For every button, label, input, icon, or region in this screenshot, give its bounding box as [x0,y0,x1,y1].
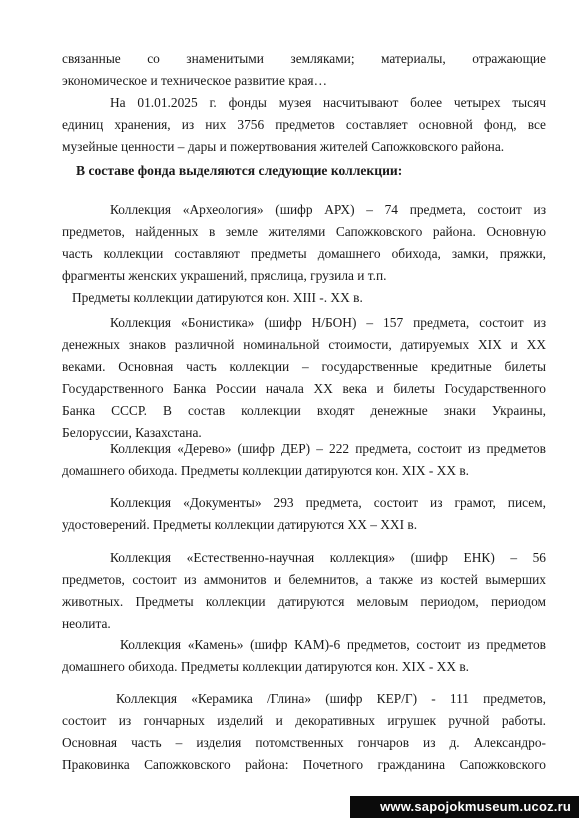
text-line: Коллекция «Документы» 293 предмета, состоит из грамот, писем, [110,495,546,510]
text-line: часть коллекции составляют предметы домашнего обихода, замки, пряжки, [62,246,546,261]
intro-paragraph [62,48,546,158]
text-line: Коллекция «Археология» (шифр АРХ) – 74 предмета, состоит из [110,202,546,217]
collection-wood [62,438,546,482]
text-line: Коллекция «Камень» (шифр КАМ)-6 предметов, состоит из предметов [120,637,546,652]
collection-natural-science [62,547,546,635]
text-line: состоит из гончарных изделий и декоративных игрушек ручной работы. [62,713,546,728]
text-line: Банка СССР. В состав коллекции входят денежные знаки Украины, [62,403,546,418]
text-line: экономическое и техническое развитие края… [62,73,327,88]
text-line: Коллекция «Естественно-научная коллекция» (шифр ЕНК) – 56 [110,550,546,565]
collection-stone [62,634,546,678]
text-line: Коллекция «Бонистика» (шифр Н/БОН) – 157 предмета, состоит из [110,315,546,330]
text-line: веками. Основная часть коллекции – государственные кредитные билеты [62,359,546,374]
text-line: Коллекция «Дерево» (шифр ДЕР) – 222 предмета, состоит из предметов [110,441,546,456]
text-line: домашнего обихода. Предметы коллекции датируются кон. XIX - XX в. [62,659,470,674]
section-heading: В составе фонда выделяются следующие коллекции: [76,163,403,178]
text-line: предметов, состоит из аммонитов и белемнитов, а также из костей вымерших [62,572,546,587]
text-line: Коллекция «Керамика /Глина» (шифр КЕР/Г) - 111 предметов, [116,691,546,706]
text-line: предметов, найденных в земле жителями Сапожковского района. Основную [62,224,546,239]
watermark-banner [350,796,579,818]
text-line: На 01.01.2025 г. фонды музея насчитывают более четырех тысяч [110,95,546,110]
site-url-watermark: www.sapojokmuseum.ucoz.ru [380,799,571,814]
collection-archaeology [62,199,546,309]
text-line: единиц хранения, из них 3756 предметов составляет основной фонд, все [62,117,546,132]
text-line: фрагменты женских украшений, пряслица, грузила и т.п. [62,268,387,283]
text-line: домашнего обихода. Предметы коллекции датируются кон. XIX - XX в. [62,463,470,478]
text-line: неолита. [62,616,111,631]
text-line: Белоруссии, Казахстана. [62,425,202,440]
text-line: Государственного Банка России начала XX века и билеты Государственного [62,381,546,396]
collection-bonistics [62,312,546,444]
text-line: связанные со знаменитыми земляками; материалы, отражающие [62,51,546,66]
text-line: Праковинка Сапожковского района: Почетного гражданина Сапожковского [62,757,546,772]
text-line: денежных знаков различной номинальной стоимости, датируемых XIX и XX [62,337,546,352]
text-line: удостоверений. Предметы коллекции датируются XX – XXI в. [62,517,418,532]
collection-ceramics [62,688,546,776]
text-line: Основная часть – изделия потомственных гончаров из д. Александро- [62,735,546,750]
text-line: животных. Предметы коллекции датируются меловым периодом, периодом [62,594,546,609]
collection-documents [62,492,546,536]
text-line: музейные ценности – дары и пожертвования жителей Сапожковского района. [62,139,505,154]
text-line: Предметы коллекции датируются кон. XIII -. XX в. [72,290,363,305]
